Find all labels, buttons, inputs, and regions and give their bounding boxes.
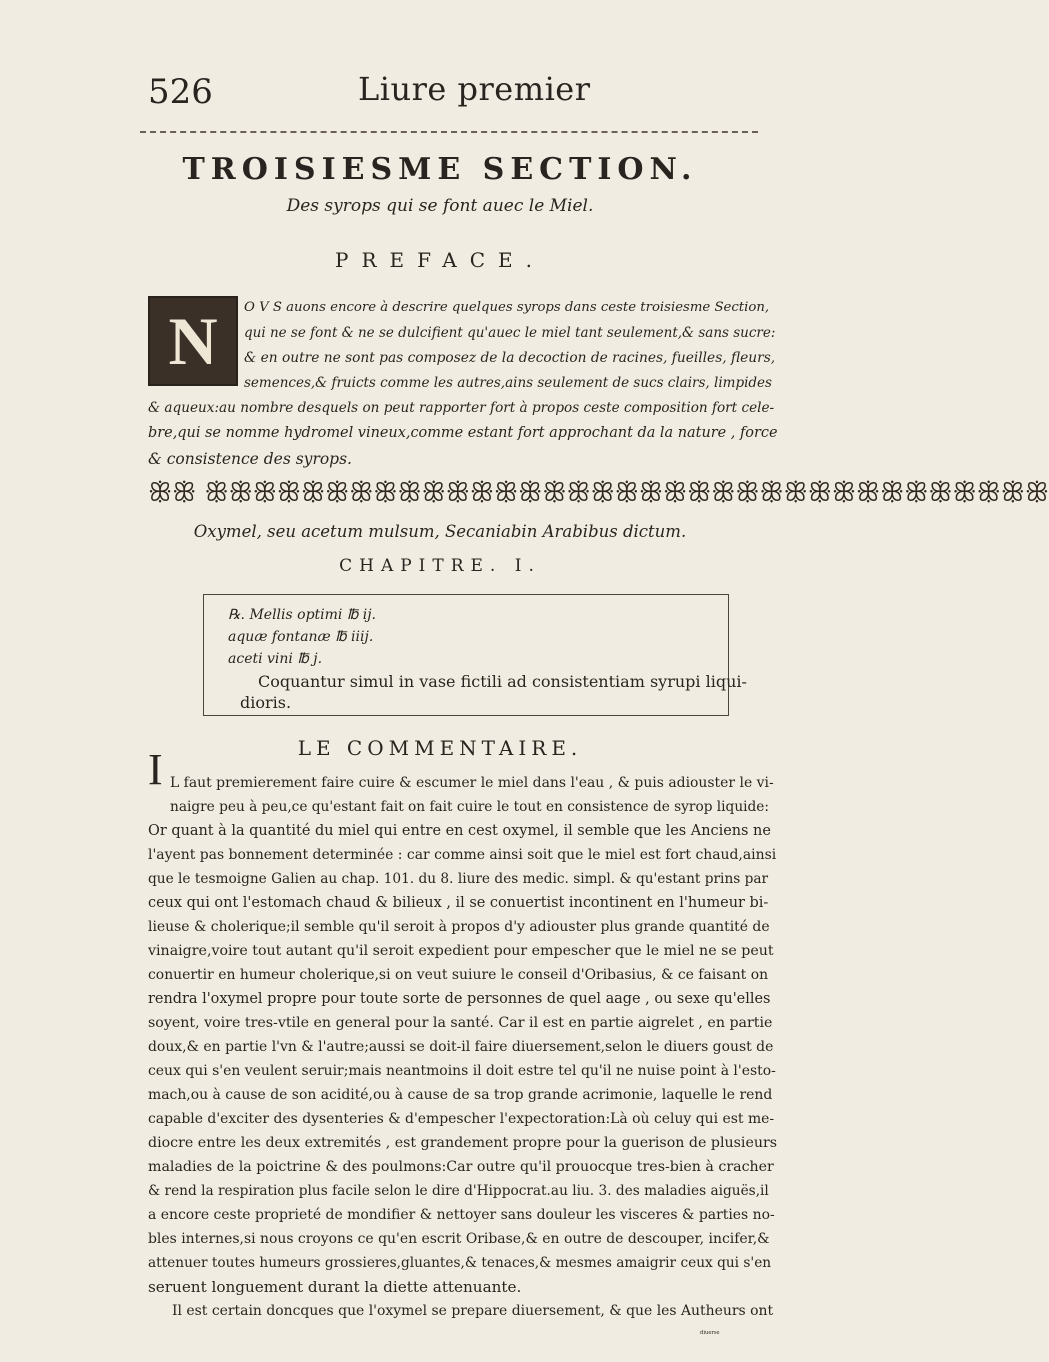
running-head: Liure premier <box>358 70 591 108</box>
commentary-line: & rend la respiration plus facile selon le dire d'Hippocrat.au liu. 3. des maladies aiguës,il <box>148 1183 769 1199</box>
header-rule <box>140 131 758 133</box>
ornament-band: ꕥꕥ ꕥꕥꕥꕥꕥꕥꕥꕥꕥꕥꕥꕥꕥꕥꕥꕥꕥꕥꕥꕥꕥꕥꕥꕥꕥꕥꕥꕥꕥꕥꕥꕥꕥꕥꕥ <box>148 478 1049 508</box>
commentary-line: L faut premierement faire cuire & escumer le miel dans l'eau , & puis adiouster le vi- <box>170 775 774 791</box>
preface-line: & en outre ne sont pas composez de la decoction de racines, fueilles, fleurs, <box>244 350 776 366</box>
commentary-line: Or quant à la quantité du miel qui entre en cest oxymel, il semble que les Anciens ne <box>148 823 771 839</box>
recipe-line: ℞. Mellis optimi ℔ ij. <box>228 607 377 623</box>
preface-line: O V S auons encore à descrire quelques syrops dans ceste troisiesme Section, <box>244 300 770 315</box>
recipe-instruction: Coquantur simul in vase fictili ad consistentiam syrupi liqui- <box>258 672 747 691</box>
commentary-line: bles internes,si nous croyons ce qu'en escrit Oribase,& en outre de descouper, incifer,& <box>148 1231 770 1247</box>
section-subtitle: Des syrops qui se font auec le Miel. <box>286 196 594 216</box>
recipe-instruction: dioris. <box>240 693 292 712</box>
commentary-line: a encore ceste proprieté de mondifier & nettoyer sans douleur les visceres & parties no- <box>148 1207 775 1223</box>
preface-line: semences,& fruicts comme les autres,ains seulement de sucs clairs, limpides <box>244 375 772 391</box>
recipe-line: aquæ fontanæ ℔ iiij. <box>228 629 374 645</box>
preface-line: bre,qui se nomme hydromel vineux,comme estant fort approchant da la nature , force <box>148 425 778 441</box>
commentary-line: rendra l'oxymel propre pour toute sorte de personnes de quel aage , ou sexe qu'elles <box>148 991 771 1007</box>
commentary-line: vinaigre,voire tout autant qu'il seroit expedient pour empescher que le miel ne se peut <box>148 943 774 959</box>
commentary-line: lieuse & cholerique;il semble qu'il seroit à propos d'y adiouster plus grande quantité de <box>148 919 770 935</box>
commentary-line: maladies de la poictrine & des poulmons:Car outre qu'il prouocque tres-bien à cracher <box>148 1159 774 1175</box>
recipe-box <box>203 594 747 716</box>
preface-title: PREFACE. <box>335 248 545 272</box>
commentary-line: que le tesmoigne Galien au chap. 101. du 8. liure des medic. simpl. & qu'estant prins par <box>148 871 769 887</box>
preface-line: & consistence des syrops. <box>148 450 352 468</box>
commentary-initial: I <box>148 745 163 794</box>
chapter-subtitle: Oxymel, seu acetum mulsum, Secaniabin Arabibus dictum. <box>193 522 687 541</box>
commentary-line: ceux qui ont l'estomach chaud & bilieux , il se conuertist incontinent en l'humeur bi- <box>148 895 769 911</box>
preface-line: & aqueux:au nombre desquels on peut rapporter fort à propos ceste composition fort cele- <box>148 400 775 416</box>
catchword: diuerse <box>700 1330 720 1336</box>
commentary-line: naigre peu à peu,ce qu'estant fait on fait cuire le tout en consistence de syrop liquide: <box>170 799 769 815</box>
preface-line: qui ne se font & ne se dulcifient qu'auec le miel tant seulement,& sans sucre: <box>244 325 776 341</box>
commentary-line: ceux qui s'en veulent seruir;mais neantmoins il doit estre tel qu'il ne nuise point à l'esto- <box>148 1063 776 1079</box>
commentary-line: conuertir en humeur cholerique,si on veut suiure le conseil d'Oribasius, & ce faisant on <box>148 967 769 983</box>
page-number: 526 <box>148 72 213 112</box>
commentary-line: attenuer toutes humeurs grossieres,gluantes,& tenaces,& mesmes amaigrir ceux qui s'en <box>148 1255 772 1271</box>
commentary-line: mach,ou à cause de son acidité,ou à cause de sa trop grande acrimonie, laquelle le rend <box>148 1087 773 1103</box>
commentary-line: doux,& en partie l'vn & l'autre;aussi se doit-il faire diuersement,selon le diuers goust de <box>148 1039 774 1055</box>
commentary-title: LE COMMENTAIRE. <box>297 736 583 760</box>
chapter-heading: CHAPITRE. I. <box>339 556 541 576</box>
commentary-line: Il est certain doncques que l'oxymel se prepare diuersement, & que les Autheurs ont <box>172 1303 774 1319</box>
commentary-line: seruent longuement durant la diette attenuante. <box>148 1278 522 1296</box>
commentary-line: l'ayent pas bonnement determinée : car comme ainsi soit que le miel est fort chaud,ainsi <box>148 847 777 863</box>
commentary-line: diocre entre les deux extremités , est grandement propre pour la guerison de plusieurs <box>148 1135 778 1151</box>
section-title: TROISIESME SECTION. <box>182 152 698 187</box>
dropcap-initial: N <box>148 296 238 386</box>
commentary-line: capable d'exciter des dysenteries & d'empescher l'expectoration:Là où celuy qui est me- <box>148 1111 775 1127</box>
commentary-line: soyent, voire tres-vtile en general pour la santé. Car il est en partie aigrelet , en partie <box>148 1015 773 1031</box>
recipe-line: aceti vini ℔ j. <box>228 651 323 667</box>
